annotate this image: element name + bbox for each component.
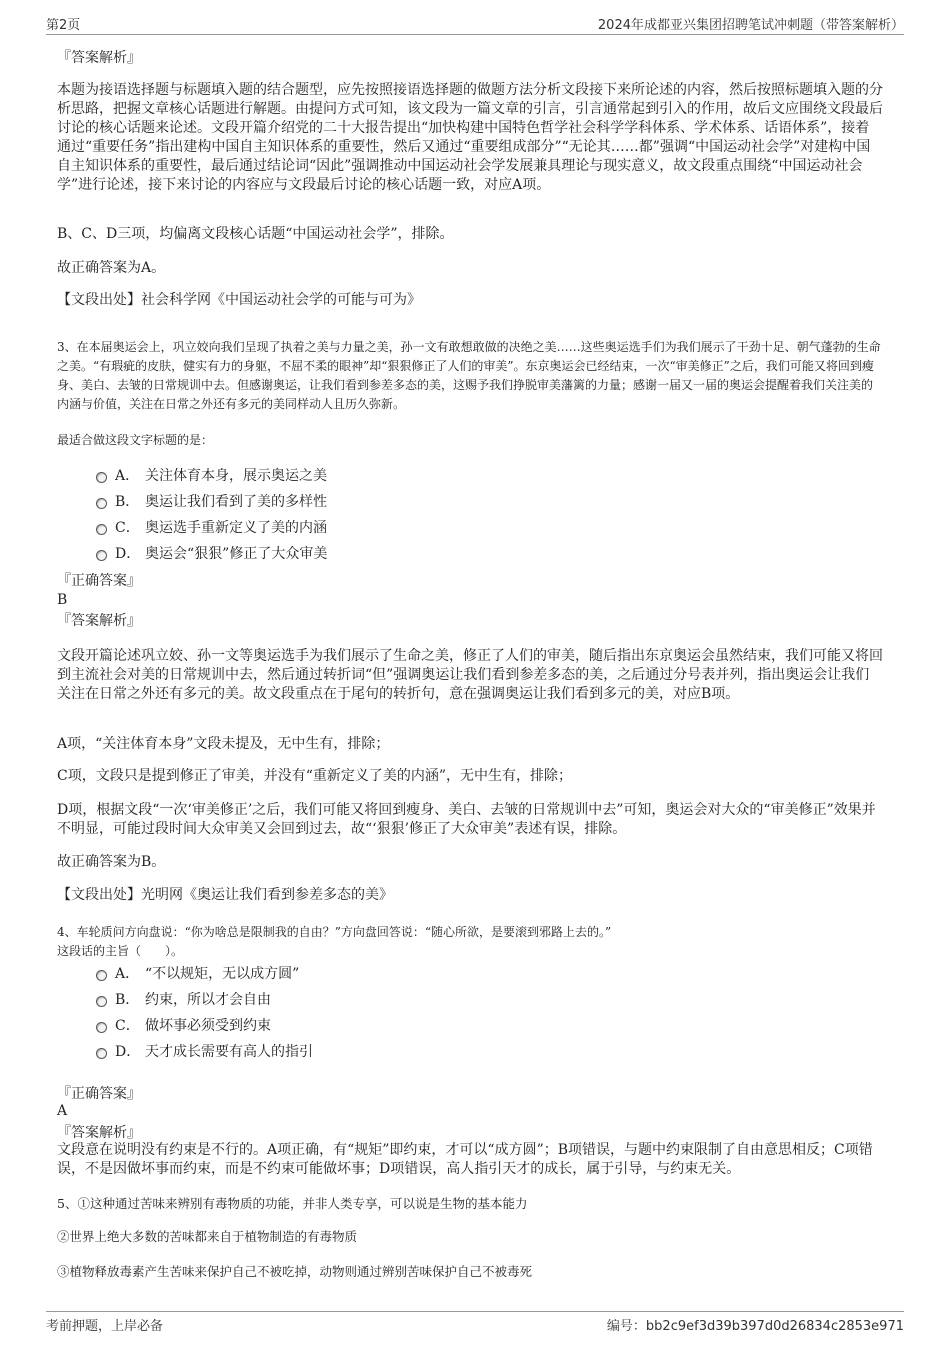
q5-line-2: ②世界上绝大多数的苦味都来自于植物制造的有毒物质 (57, 1229, 358, 1244)
q4-stem: 4、车轮质问方向盘说：“你为啥总是限制我的自由？”方向盘回答说：“随心所欲，是要滚到邪路上去的。” (57, 925, 612, 939)
q3-option-d[interactable]: D． 奥运会“狠狠”修正了大众审美 (96, 541, 696, 567)
q3-analysis: 文段开篇论述巩立姣、孙一文等奥运选手为我们展示了生命之美，修正了人们的审美，随后指出东京奥运会虽然结束，我们可能又将回到主流社会对美的日常规训中去，然后通过转折词“但”强调奥运让我们看到参差多态的美，之后通过分号表并列，指出奥运会让我们关注在日常之外还有多元的美。故文段重点在于尾句的转折句，意在强调奥运让我们看到多元的美，对应B项。 (57, 648, 883, 702)
q3-answer-label: 『正确答案』 (57, 573, 141, 589)
page-footer (46, 1311, 904, 1334)
q3-source: 【文段出处】光明网《奥运让我们看到参差多态的美》 (57, 887, 393, 903)
q4-option-b[interactable]: B． 约束，所以才会自由 (96, 987, 696, 1013)
q3-conclusion: 故正确答案为B。 (57, 854, 166, 870)
q2-exclude-note: B、C、D三项，均偏离文段核心话题“中国运动社会学”，排除。 (57, 226, 454, 242)
footer-slogan: 考前押题，上岸必备 (46, 1319, 164, 1334)
q4-analysis-label: 『答案解析』 (57, 1125, 141, 1141)
q3-option-b[interactable]: B． 奥运让我们看到了美的多样性 (96, 489, 696, 515)
q4-option-a[interactable]: A． “不以规矩，无以成方圆” (96, 961, 696, 987)
q4-option-c[interactable]: C． 做坏事必须受到约束 (96, 1013, 696, 1039)
document-code: 编号：bb2c9ef3d39b397d0d26834c2853e971 (606, 1319, 904, 1334)
document-title: 2024年成都亚兴集团招聘笔试冲刺题（带答案解析） (597, 18, 904, 33)
q3-option-a-note: A项，“关注体育本身”文段未提及，无中生有，排除； (57, 736, 390, 752)
q3-option-d-note: D项，根据文段“一次‘审美修正’之后，我们可能又将回到瘦身、美白、去皱的日常规训中去”可知，奥运会对大众的“审美修正”效果并不明显，可能过段时间大众审美又会回到过去，故“‘狠狠’修正了大众审美”表述有误，排除。 (57, 802, 876, 837)
q3-option-c-note: C项，文段只是提到修正了审美，并没有“重新定义了美的内涵”，无中生有，排除； (57, 768, 573, 784)
q3-question: 最适合做这段文字标题的是： (57, 433, 214, 447)
q3-analysis-label: 『答案解析』 (57, 613, 141, 629)
radio-icon[interactable] (96, 1022, 107, 1033)
q2-source: 【文段出处】社会科学网《中国运动社会学的可能与可为》 (57, 292, 421, 308)
q4-option-d[interactable]: D． 天才成长需要有高人的指引 (96, 1039, 696, 1065)
q3-stem: 3、在本届奥运会上，巩立姣向我们呈现了执着之美与力量之美，孙一文有敢想敢做的决绝之美……这些奥运选手们为我们展示了干劲十足、朝气蓬勃的生命之美。“有瑕疵的皮肤，健实有力的身躯，不屈不柔的眼神”却“狠狠修正了人们的审美”。东京奥运会已经结束，一次“审美修正”之后，我们可能又将回到瘦身、美白、去皱的日常规训中去。但感谢奥运，让我们看到参差多态的美，这赐予我们挣脱审美藩篱的力量；感谢一届又一届的奥运会提醒着我们关注美的内涵与价值，关注在日常之外还有多元的美同样动人且历久弥新。 (57, 340, 881, 411)
page-number: 第2页 (46, 18, 81, 33)
q3-option-a[interactable]: A． 关注体育本身，展示奥运之美 (96, 463, 696, 489)
q4-answer: A (57, 1103, 68, 1119)
radio-icon[interactable] (96, 996, 107, 1007)
radio-icon[interactable] (96, 498, 107, 509)
q2-analysis-label: 『答案解析』 (57, 50, 141, 66)
page-header (46, 12, 904, 35)
q4-options (96, 961, 696, 1065)
q3-answer: B (57, 592, 68, 608)
radio-icon[interactable] (96, 1048, 107, 1059)
radio-icon[interactable] (96, 472, 107, 483)
q4-analysis: 文段意在说明没有约束是不行的。A项正确，有“规矩”即约束，才可以“成方圆”；B项错误，与题中约束限制了自由意思相反；C项错误，不是因做坏事而约束，而是不约束可能做坏事；D项错误，高人指引天才的成长，属于引导，与约束无关。 (57, 1142, 873, 1177)
radio-icon[interactable] (96, 524, 107, 535)
q5-line-1: 5、①这种通过苦味来辨别有毒物质的功能，并非人类专享，可以说是生物的基本能力 (57, 1196, 528, 1211)
q3-option-c[interactable]: C． 奥运选手重新定义了美的内涵 (96, 515, 696, 541)
q3-options (96, 463, 696, 567)
q4-answer-label: 『正确答案』 (57, 1086, 141, 1102)
q2-analysis: 本题为接语选择题与标题填入题的结合题型，应先按照接语选择题的做题方法分析文段接下来所论述的内容，然后按照标题填入题的分析思路，把握文章核心话题进行解题。由提问方式可知，该文段为一篇文章的引言，引言通常起到引入的作用，故后文应围绕文段最后讨论的核心话题来论述。文段开篇介绍党的二十大报告提出“加快构建中国特色哲学社会科学学科体系、学术体系、话语体系”，接着通过“重要任务”指出建构中国自主知识体系的重要性，然后又通过“重要组成部分”“无论其……都”强调“中国运动社会学”对建构中国自主知识体系的重要性，最后通过结论词“因此”强调推动中国运动社会学发展兼具理论与现实意义，故文段重点围绕“中国运动社会学”进行论述，接下来讨论的内容应与文段最后讨论的核心话题一致，对应A项。 (57, 82, 883, 193)
q4-question: 这段话的主旨（ ）。 (57, 944, 184, 958)
radio-icon[interactable] (96, 970, 107, 981)
q2-conclusion: 故正确答案为A。 (57, 260, 166, 276)
radio-icon[interactable] (96, 550, 107, 561)
q5-line-3: ③植物释放毒素产生苦味来保护自己不被吃掉，动物则通过辨别苦味保护自己不被毒死 (57, 1264, 533, 1279)
